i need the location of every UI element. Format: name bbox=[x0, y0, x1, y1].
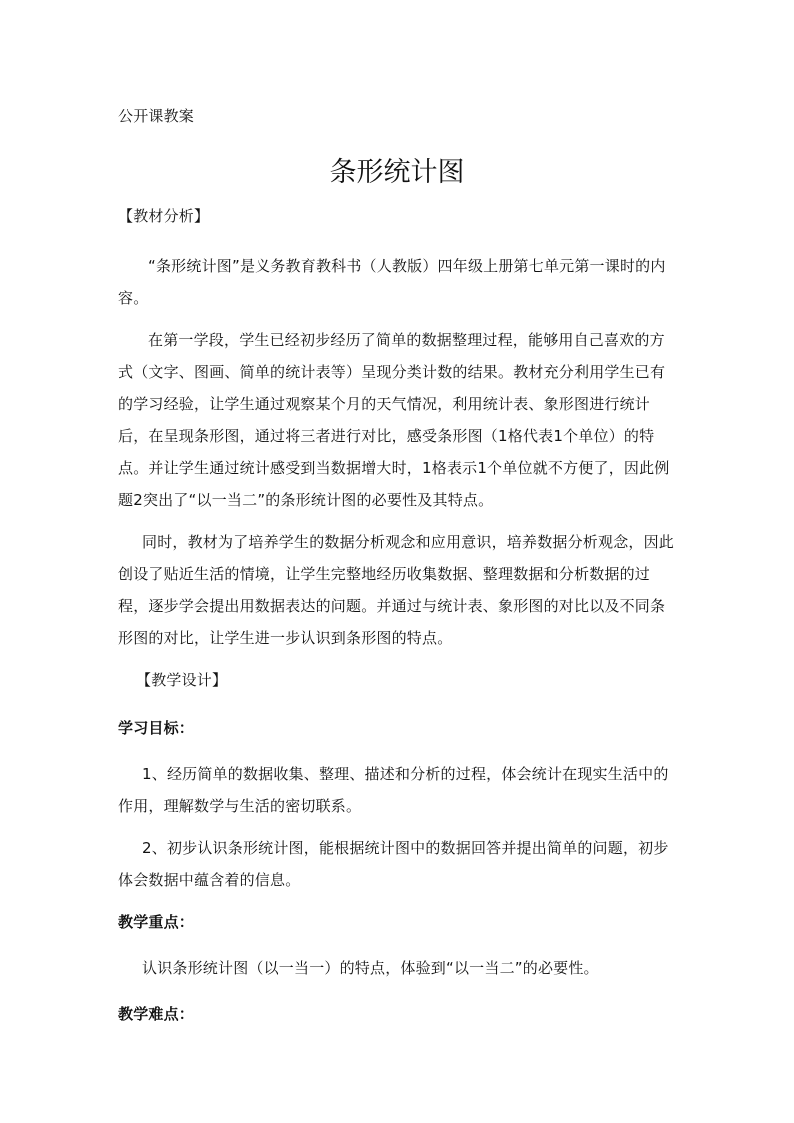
subheading-goals: 学习目标： bbox=[118, 719, 195, 737]
document-title: 条形统计图 bbox=[329, 157, 465, 188]
goal-item-1: 1、经历简单的数据收集、整理、描述和分析的过程，体会统计在现实生活中的作用，理解数学与生活的密切联系。 bbox=[118, 765, 669, 815]
analysis-paragraph-2: 在第一学段，学生已经初步经历了简单的数据整理过程，能够用自己喜欢的方式（文字、图画、简单的统计表等）呈现分类计数的结果。教材充分利用学生已有的学习经验，让学生通过观察某个月的天气情况，利用统计表、象形图进行统计后，在呈现条形图，通过将三者进行对比，感受条形图（1格代表1个单位）的特点。并让学生通过统计感受到当数据增大时，1格表示1个单位就不方便了，因此例题2突出了“以一当二”的条形统计图的必要性及其特点。 bbox=[118, 331, 670, 509]
section-heading-analysis: 【教材分析】 bbox=[118, 207, 210, 225]
goal-item-2: 2、初步认识条形统计图，能根据统计图中的数据回答并提出简单的问题，初步体会数据中蕴含着的信息。 bbox=[118, 839, 669, 889]
section-heading-design: 【教学设计】 bbox=[136, 671, 228, 689]
analysis-paragraph-3: 同时，教材为了培养学生的数据分析观念和应用意识，培养数据分析观念，因此创设了贴近生活的情境，让学生完整地经历收集数据、整理数据和分析数据的过程，逐步学会提出用数据表达的问题。并通过与统计表、象形图的对比以及不同条形图的对比，让学生进一步认识到条形图的特点。 bbox=[118, 533, 675, 647]
key-points-text: 认识条形统计图（以一当一）的特点，体验到“以一当二”的必要性。 bbox=[142, 959, 599, 977]
subheading-difficulties: 教学难点： bbox=[118, 1005, 195, 1023]
document-label: 公开课教案 bbox=[118, 107, 195, 125]
subheading-key-points: 教学重点： bbox=[118, 913, 195, 931]
analysis-paragraph-1: “条形统计图”是义务教育教科书（人教版）四年级上册第七单元第一课时的内容。 bbox=[118, 257, 666, 307]
